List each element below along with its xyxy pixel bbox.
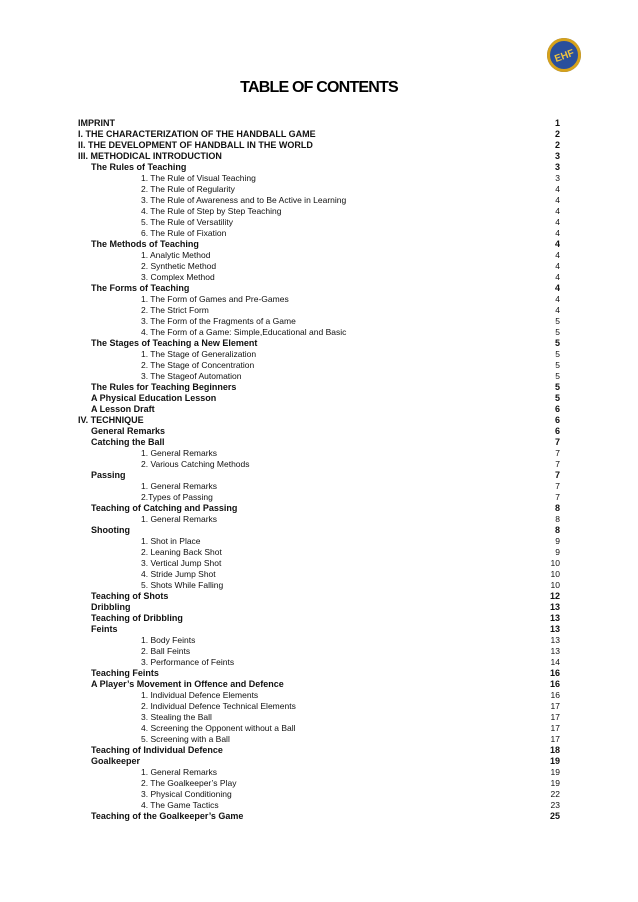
toc-entry — [78, 668, 560, 679]
toc-entry-title: 2. Various Catching Methods — [141, 459, 250, 469]
toc-entry-title: 1. The Form of Games and Pre-Games — [141, 294, 289, 304]
toc-entry-title: 2. Ball Feints — [141, 646, 191, 656]
toc-entry-title: 6. The Rule of Fixation — [141, 228, 227, 238]
toc-entry-page: 13 — [549, 624, 560, 634]
toc-entry-title: 2. The Stage of Concentration — [141, 360, 255, 370]
toc-entry — [78, 679, 560, 690]
toc-entry — [78, 283, 560, 294]
toc-entry-page: 9 — [555, 547, 560, 557]
toc-entry-page: 10 — [550, 580, 560, 590]
toc-entry — [78, 129, 560, 140]
toc-entry — [78, 547, 560, 558]
toc-entry-title: 1. General Remarks — [141, 767, 218, 777]
toc-entry — [78, 415, 560, 426]
toc-entry-page: 4 — [554, 283, 560, 293]
toc-entry-title: 5. Screening with a Ball — [141, 734, 230, 744]
toc-entry — [78, 591, 560, 602]
toc-entry-title: 4. Screening the Opponent without a Ball — [141, 723, 296, 733]
toc-entry — [78, 558, 560, 569]
toc-entry — [78, 492, 560, 503]
toc-entry-title: 4. The Form of a Game: Simple,Educational and Basic — [141, 327, 347, 337]
toc-entry-page: 19 — [550, 767, 560, 777]
toc-entry-page: 4 — [555, 206, 560, 216]
toc-entry-page: 8 — [554, 525, 560, 535]
toc-entry — [78, 712, 560, 723]
toc-entry-page: 9 — [555, 536, 560, 546]
toc-entry-page: 4 — [555, 217, 560, 227]
toc-entry-title: A Player’s Movement in Offence and Defence — [91, 679, 284, 689]
toc-entry-page: 13 — [550, 635, 560, 645]
toc-entry-title: Dribbling — [91, 602, 131, 612]
page-title: TABLE OF CONTENTS — [240, 79, 398, 96]
toc-entry — [78, 756, 560, 767]
toc-entry-title: 5. The Rule of Versatility — [141, 217, 233, 227]
toc-entry-page: 25 — [549, 811, 560, 821]
toc-entry-page: 13 — [549, 602, 560, 612]
toc-entry-title: 1. The Stage of Generalization — [141, 349, 257, 359]
toc-entry — [78, 195, 560, 206]
toc-entry — [78, 569, 560, 580]
toc-entry-title: The Methods of Teaching — [91, 239, 199, 249]
toc-entry-title: 1. The Rule of Visual Teaching — [141, 173, 256, 183]
toc-entry-title: The Rules of Teaching — [91, 162, 187, 172]
toc-entry-title: 2. The Goalkeeper’s Play — [141, 778, 237, 788]
toc-entry-page: 13 — [549, 613, 560, 623]
toc-entry-page: 4 — [555, 195, 560, 205]
toc-entry-page: 19 — [549, 756, 560, 766]
toc-entry — [78, 184, 560, 195]
toc-entry-title: 4. The Rule of Step by Step Teaching — [141, 206, 282, 216]
toc-entry — [78, 393, 560, 404]
toc-entry-page: 4 — [555, 294, 560, 304]
toc-entry-title: 3. The Rule of Awareness and to Be Active in Learning — [141, 195, 347, 205]
toc-entry-title: 3. Performance of Feints — [141, 657, 235, 667]
toc-entry-title: 2. Synthetic Method — [141, 261, 217, 271]
toc-entry-title: 1. Individual Defence Elements — [141, 690, 259, 700]
toc-entry-page: 2 — [554, 129, 560, 139]
toc-entry-page: 19 — [550, 778, 560, 788]
toc-entry — [78, 778, 560, 789]
toc-entry-page: 23 — [550, 800, 560, 810]
toc-entry-page: 12 — [549, 591, 560, 601]
toc-entry-title: Feints — [91, 624, 118, 634]
toc-entry-title: The Stages of Teaching a New Element — [91, 338, 258, 348]
toc-entry — [78, 514, 560, 525]
toc-entry-page: 13 — [550, 646, 560, 656]
toc-entry — [78, 294, 560, 305]
toc-entry — [78, 503, 560, 514]
toc-entry-title: Teaching of Dribbling — [91, 613, 183, 623]
toc-entry-title: General Remarks — [91, 426, 166, 436]
toc-entry-title: I. THE CHARACTERIZATION OF THE HANDBALL GAME — [78, 129, 316, 139]
toc-entry-title: Passing — [91, 470, 126, 480]
toc-entry-page: 16 — [549, 668, 560, 678]
toc-entry — [78, 811, 560, 822]
toc-entry — [78, 481, 560, 492]
toc-entry-page: 6 — [554, 426, 560, 436]
toc-entry-title: Teaching of Catching and Passing — [91, 503, 238, 513]
toc-entry — [78, 646, 560, 657]
toc-entry-page: 4 — [555, 228, 560, 238]
toc-entry-title: 4. The Game Tactics — [141, 800, 219, 810]
toc-entry — [78, 217, 560, 228]
toc-entry-page: 5 — [554, 338, 560, 348]
toc-entry-page: 3 — [554, 162, 560, 172]
table-of-contents — [78, 118, 560, 822]
toc-entry-page: 10 — [550, 569, 560, 579]
toc-entry-page: 17 — [550, 712, 560, 722]
toc-entry — [78, 789, 560, 800]
toc-entry-page: 4 — [554, 239, 560, 249]
ehf-logo-graphic — [547, 38, 581, 72]
ehf-logo-lettering: EHF — [553, 47, 576, 65]
toc-entry — [78, 305, 560, 316]
toc-entry — [78, 371, 560, 382]
toc-entry-title: Goalkeeper — [91, 756, 141, 766]
toc-entry-title: 3. Physical Conditioning — [141, 789, 232, 799]
toc-entry-page: 6 — [554, 404, 560, 414]
toc-entry-page: 5 — [555, 360, 560, 370]
toc-entry-page: 5 — [555, 316, 560, 326]
toc-entry — [78, 437, 560, 448]
toc-entry — [78, 250, 560, 261]
toc-entry — [78, 261, 560, 272]
toc-entry — [78, 734, 560, 745]
toc-entry-title: 2. Leaning Back Shot — [141, 547, 222, 557]
toc-entry-title: 2. Individual Defence Technical Elements — [141, 701, 296, 711]
toc-entry-title: 1. Body Feints — [141, 635, 196, 645]
toc-entry-page: 17 — [550, 723, 560, 733]
toc-entry — [78, 239, 560, 250]
toc-entry-page: 1 — [554, 118, 560, 128]
toc-entry-page: 7 — [555, 448, 560, 458]
toc-entry-page: 22 — [550, 789, 560, 799]
toc-entry — [78, 525, 560, 536]
toc-entry-title: Teaching of the Goalkeeper’s Game — [91, 811, 244, 821]
toc-entry-title: 2.Types of Passing — [141, 492, 213, 502]
toc-entry — [78, 349, 560, 360]
toc-entry-title: 1. Analytic Method — [141, 250, 211, 260]
toc-entry-title: 2. The Rule of Regularity — [141, 184, 235, 194]
toc-entry-title: 3. Complex Method — [141, 272, 215, 282]
toc-entry-page: 4 — [555, 305, 560, 315]
toc-entry-page: 3 — [554, 151, 560, 161]
toc-entry — [78, 602, 560, 613]
toc-entry — [78, 151, 560, 162]
toc-entry-title: The Rules for Teaching Beginners — [91, 382, 237, 392]
toc-entry-page: 17 — [550, 701, 560, 711]
toc-entry-page: 7 — [555, 492, 560, 502]
toc-entry-title: 4. Stride Jump Shot — [141, 569, 216, 579]
toc-entry-title: 3. The Stageof Automation — [141, 371, 242, 381]
toc-entry-title: A Lesson Draft — [91, 404, 155, 414]
toc-entry — [78, 327, 560, 338]
toc-entry — [78, 800, 560, 811]
toc-entry — [78, 118, 560, 129]
toc-entry — [78, 360, 560, 371]
toc-entry — [78, 162, 560, 173]
toc-entry-page: 6 — [554, 415, 560, 425]
toc-entry — [78, 338, 560, 349]
toc-entry-page: 5 — [554, 393, 560, 403]
toc-entry-title: A Physical Education Lesson — [91, 393, 217, 403]
toc-entry-page: 4 — [555, 272, 560, 282]
toc-entry — [78, 657, 560, 668]
toc-entry-title: 2. The Strict Form — [141, 305, 209, 315]
toc-entry-title: Shooting — [91, 525, 130, 535]
toc-entry-page: 14 — [550, 657, 560, 667]
ehf-logo — [547, 38, 581, 72]
toc-entry-title: 3. Stealing the Ball — [141, 712, 212, 722]
toc-entry — [78, 140, 560, 151]
toc-entry-page: 8 — [555, 514, 560, 524]
toc-entry-page: 4 — [555, 250, 560, 260]
toc-entry-title: IMPRINT — [78, 118, 115, 128]
toc-entry-page: 4 — [555, 184, 560, 194]
toc-entry-page: 7 — [555, 481, 560, 491]
toc-entry — [78, 635, 560, 646]
toc-entry — [78, 206, 560, 217]
toc-entry — [78, 448, 560, 459]
toc-entry — [78, 272, 560, 283]
toc-entry-title: The Forms of Teaching — [91, 283, 190, 293]
toc-entry-page: 7 — [554, 437, 560, 447]
toc-entry — [78, 536, 560, 547]
toc-entry-page: 4 — [555, 261, 560, 271]
toc-entry-title: 1. General Remarks — [141, 448, 218, 458]
toc-entry-page: 7 — [555, 459, 560, 469]
toc-entry-title: II. THE DEVELOPMENT OF HANDBALL IN THE WORLD — [78, 140, 313, 150]
toc-entry-page: 16 — [550, 690, 560, 700]
toc-entry — [78, 228, 560, 239]
toc-entry-page: 8 — [554, 503, 560, 513]
toc-entry — [78, 426, 560, 437]
toc-entry-page: 16 — [549, 679, 560, 689]
toc-entry — [78, 459, 560, 470]
toc-entry — [78, 404, 560, 415]
toc-entry-title: 1. General Remarks — [141, 514, 218, 524]
toc-entry — [78, 580, 560, 591]
toc-entry — [78, 624, 560, 635]
toc-entry — [78, 316, 560, 327]
toc-entry-page: 7 — [554, 470, 560, 480]
toc-entry — [78, 723, 560, 734]
toc-entry-page: 17 — [550, 734, 560, 744]
toc-entry — [78, 767, 560, 778]
toc-entry — [78, 382, 560, 393]
toc-entry-page: 3 — [555, 173, 560, 183]
toc-entry — [78, 690, 560, 701]
toc-entry-title: 3. Vertical Jump Shot — [141, 558, 222, 568]
toc-entry-page: 5 — [555, 327, 560, 337]
toc-entry-page: 2 — [554, 140, 560, 150]
toc-entry — [78, 613, 560, 624]
toc-entry-title: Teaching of Individual Defence — [91, 745, 223, 755]
toc-entry-title: 1. General Remarks — [141, 481, 218, 491]
toc-entry-title: Teaching Feints — [91, 668, 159, 678]
toc-entry-title: Catching the Ball — [91, 437, 165, 447]
toc-entry-page: 5 — [555, 349, 560, 359]
toc-entry-title: 1. Shot in Place — [141, 536, 201, 546]
toc-entry-title: IV. TECHNIQUE — [78, 415, 144, 425]
toc-entry-title: Teaching of Shots — [91, 591, 169, 601]
toc-entry-page: 5 — [555, 371, 560, 381]
toc-entry-page: 5 — [554, 382, 560, 392]
toc-entry-title: 5. Shots While Falling — [141, 580, 224, 590]
toc-entry-title: III. METHODICAL INTRODUCTION — [78, 151, 222, 161]
toc-entry-title: 3. The Form of the Fragments of a Game — [141, 316, 296, 326]
toc-entry-page: 18 — [549, 745, 560, 755]
toc-entry — [78, 701, 560, 712]
toc-entry — [78, 470, 560, 481]
toc-entry-page: 10 — [550, 558, 560, 568]
toc-entry — [78, 745, 560, 756]
toc-entry — [78, 173, 560, 184]
